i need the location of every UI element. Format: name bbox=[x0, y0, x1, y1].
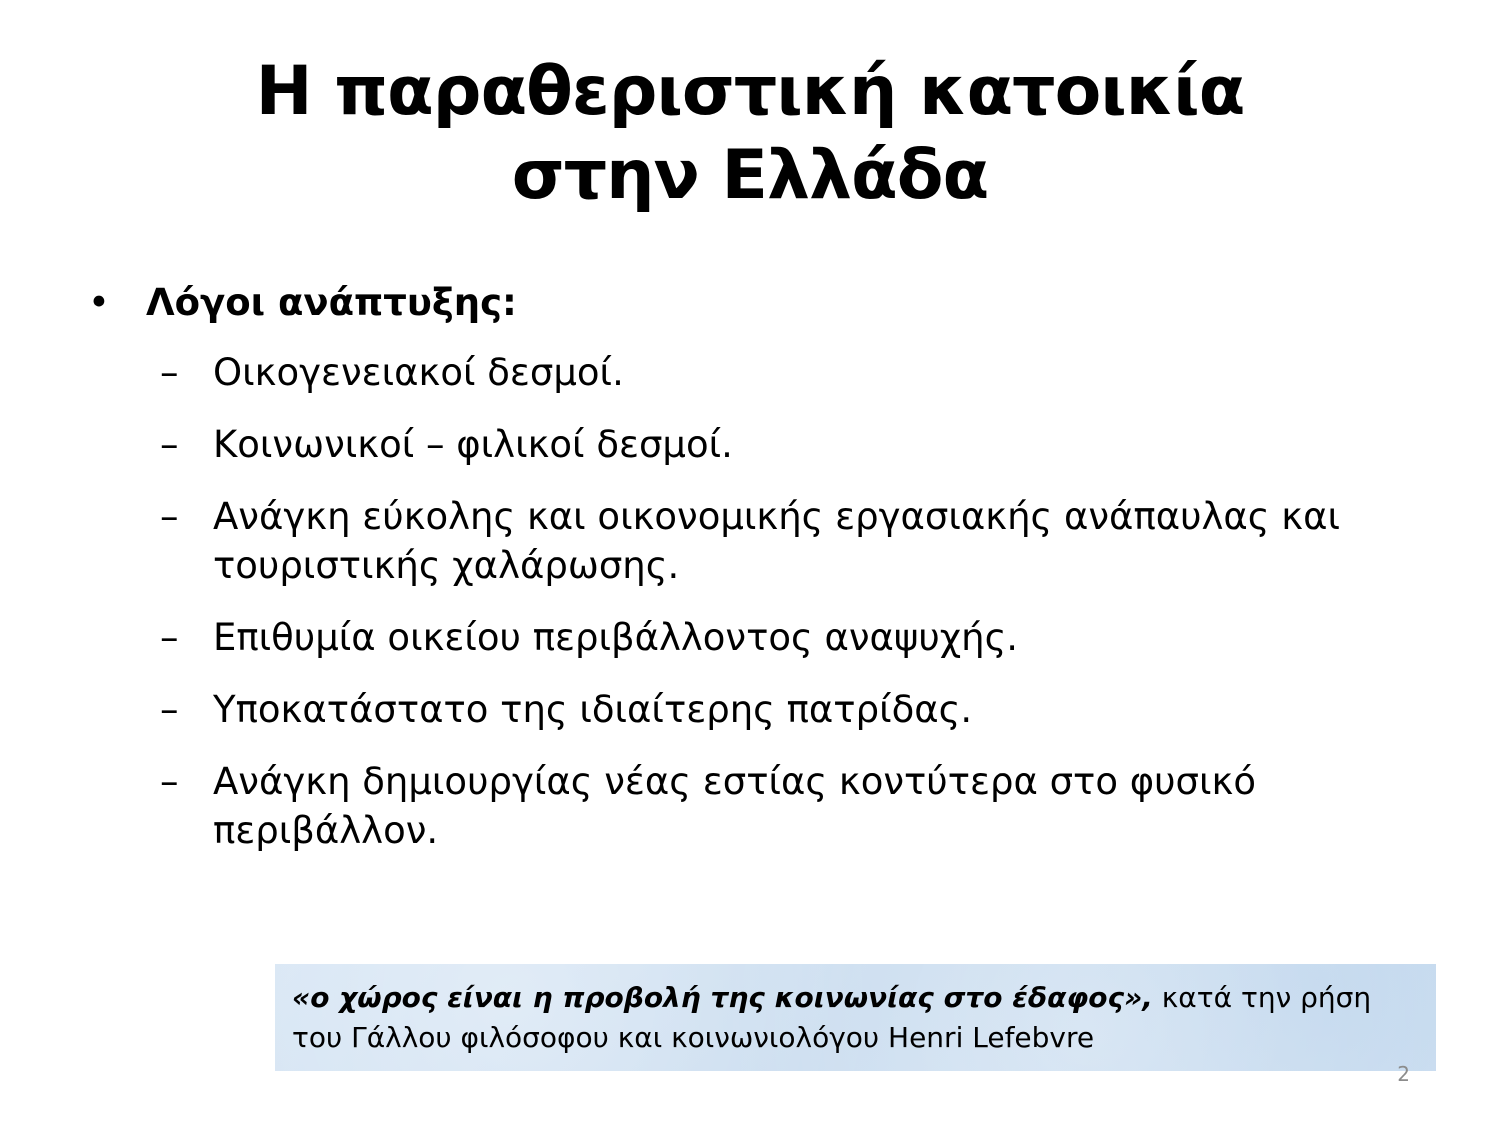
slide-title-line-2: στην Ελλάδα bbox=[511, 136, 989, 215]
page-number: 2 bbox=[1397, 1062, 1410, 1086]
bullet-symbol: • bbox=[88, 281, 110, 324]
slide-title-line-1: Η παραθεριστική κατοικία bbox=[255, 52, 1245, 131]
slide-title bbox=[100, 50, 1400, 218]
dash-symbol: – bbox=[160, 616, 179, 659]
quote-box bbox=[275, 964, 1436, 1071]
sub-bullet-text: Ανάγκη εύκολης και οικονομικής εργασιακής ανάπαυλας και τουριστικής χαλάρωσης. bbox=[213, 495, 1341, 587]
sub-bullet-list bbox=[88, 348, 1398, 855]
dash-symbol: – bbox=[160, 760, 179, 803]
sub-bullet-item bbox=[88, 348, 1398, 397]
slide-content bbox=[88, 278, 1398, 878]
main-bullet-label: Λόγοι ανάπτυξης: bbox=[146, 281, 517, 324]
sub-bullet-text: Υποκατάστατο της ιδιαίτερης πατρίδας. bbox=[213, 688, 973, 731]
sub-bullet-item bbox=[88, 757, 1398, 855]
dash-symbol: – bbox=[160, 688, 179, 731]
quote-emphasis: «ο χώρος είναι η προβολή της κοινωνίας στο έδαφος», bbox=[292, 981, 1153, 1014]
sub-bullet-text: Ανάγκη δημιουργίας νέας εστίας κοντύτερα στο φυσικό περιβάλλον. bbox=[213, 760, 1256, 852]
dash-symbol: – bbox=[160, 495, 179, 538]
sub-bullet-item bbox=[88, 685, 1398, 734]
dash-symbol: – bbox=[160, 423, 179, 466]
sub-bullet-text: Οικογενειακοί δεσμοί. bbox=[213, 351, 624, 394]
sub-bullet-item bbox=[88, 420, 1398, 469]
sub-bullet-item bbox=[88, 613, 1398, 662]
quote-attribution: κατά την ρήση του Γάλλου φιλόσοφου και κοινωνιολόγου Henri Lefebvre bbox=[292, 981, 1372, 1054]
dash-symbol: – bbox=[160, 351, 179, 394]
main-bullet bbox=[88, 278, 1398, 328]
sub-bullet-item bbox=[88, 492, 1398, 590]
sub-bullet-text: Επιθυμία οικείου περιβάλλοντος αναψυχής. bbox=[213, 616, 1019, 659]
sub-bullet-text: Κοινωνικοί – φιλικοί δεσμοί. bbox=[213, 423, 733, 466]
